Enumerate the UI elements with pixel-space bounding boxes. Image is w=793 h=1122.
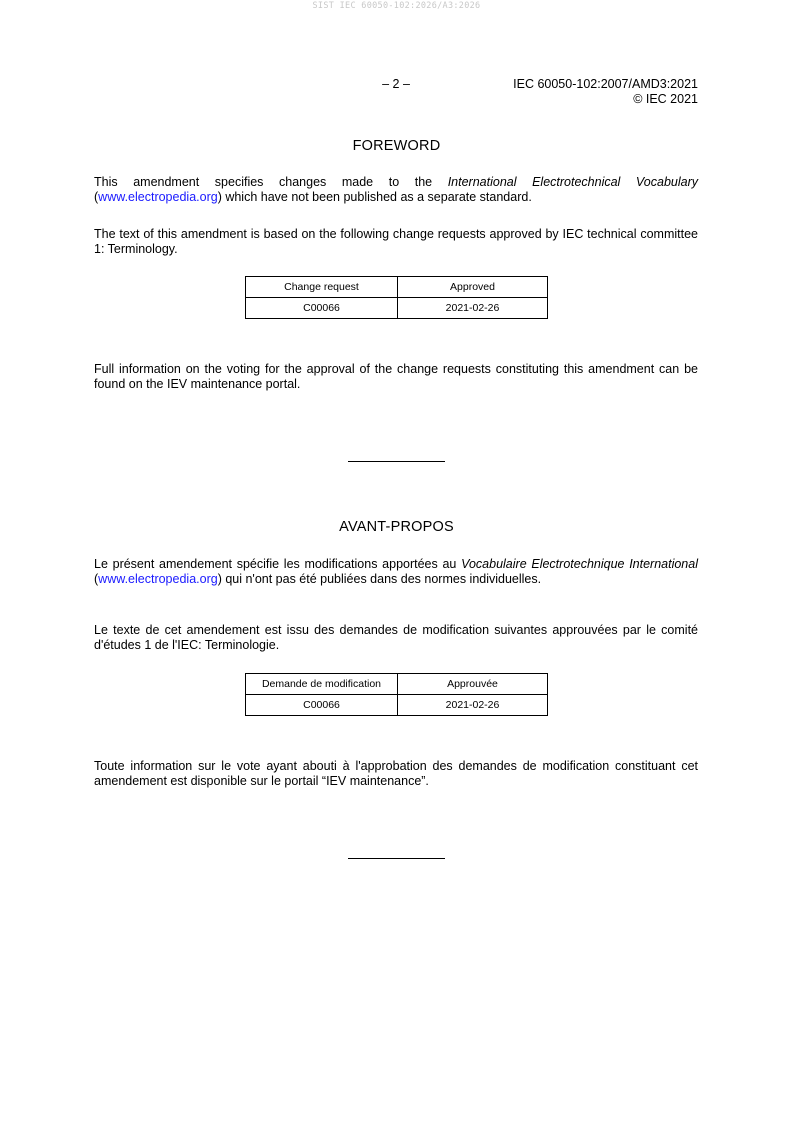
table-header-row: [246, 674, 548, 695]
document-reference: [513, 77, 698, 106]
document-id: IEC 60050-102:2007/AMD3:2021: [513, 77, 698, 91]
page-number: – 2 –: [382, 77, 410, 91]
table-header-cell: Change request: [246, 277, 398, 298]
avant-propos-p1-text-after: ) qui n'ont pas été publiées dans des normes individuelles.: [217, 571, 542, 586]
table-cell: C00066: [246, 298, 398, 319]
foreword-p1-text-after: ) which have not been published as a separate standard.: [217, 189, 532, 204]
electropedia-link[interactable]: www.electropedia.org: [98, 189, 218, 204]
copyright-notice: © IEC 2021: [633, 91, 698, 106]
avant-propos-p1-text-before: Le présent amendement spécifie les modifications apportées au: [94, 557, 462, 571]
table-row: [246, 695, 548, 716]
electropedia-link[interactable]: www.electropedia.org: [98, 571, 218, 586]
foreword-p1-text-before: This amendment specifies changes made to the: [94, 175, 448, 189]
foreword-paragraph-2: The text of this amendment is based on the following change requests approved by IEC technical committee 1: Terminology.: [94, 227, 698, 256]
section-divider: [348, 858, 445, 859]
table-cell: 2021-02-26: [398, 298, 548, 319]
avant-propos-paragraph-1: [94, 557, 698, 586]
avant-propos-p1-paren-open: (: [94, 571, 99, 586]
table-cell: C00066: [246, 695, 398, 716]
table-cell: 2021-02-26: [398, 695, 548, 716]
avant-propos-p1-italic-title: Vocabulaire Electrotechnique International: [461, 557, 698, 571]
foreword-paragraph-1: [94, 175, 698, 204]
document-watermark: SIST IEC 60050-102:2026/A3:2026: [312, 1, 481, 11]
table-header-cell: Demande de modification: [246, 674, 398, 695]
foreword-change-request-table: [245, 276, 548, 319]
foreword-heading: FOREWORD: [352, 138, 441, 154]
foreword-p1-italic-title: International Electrotechnical Vocabulary: [447, 175, 698, 189]
foreword-p1-paren-open: (: [94, 189, 99, 204]
table-header-cell: Approuvée: [398, 674, 548, 695]
avant-propos-change-request-table: [245, 673, 548, 716]
table-header-cell: Approved: [398, 277, 548, 298]
foreword-paragraph-3: Full information on the voting for the approval of the change requests constituting this amendment can be found on the IEV maintenance portal.: [94, 362, 698, 391]
avant-propos-heading: AVANT-PROPOS: [339, 519, 454, 535]
avant-propos-paragraph-2: Le texte de cet amendement est issu des demandes de modification suivantes approuvées par le comité d'études 1 de l'IEC: Terminologie.: [94, 623, 698, 652]
table-header-row: [246, 277, 548, 298]
avant-propos-paragraph-3: Toute information sur le vote ayant abouti à l'approbation des demandes de modification constituant cet amendement est disponible sur le portail “IEV maintenance”.: [94, 759, 698, 788]
section-divider: [348, 461, 445, 462]
table-row: [246, 298, 548, 319]
